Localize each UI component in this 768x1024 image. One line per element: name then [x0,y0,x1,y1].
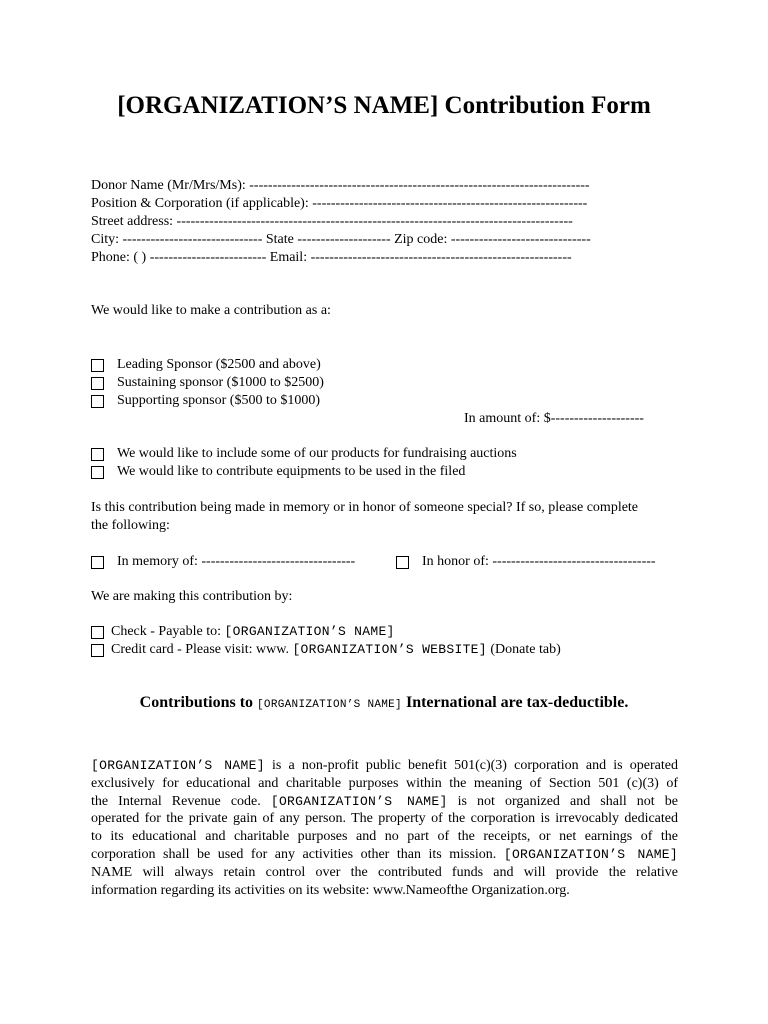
in-memory-label[interactable]: In memory of: --------------------------------- [117,554,356,569]
tax-org-name: [ORGANIZATION’S NAME] [257,699,402,711]
sponsor-option-supporting[interactable] [91,392,320,410]
payment-option-credit-card[interactable] [91,641,561,659]
tax-prefix: Contributions to [139,694,258,711]
checkbox-check[interactable] [91,626,104,639]
org-name: [ORGANIZATION’S NAME] [503,846,678,862]
checkbox-in-memory[interactable] [91,556,104,569]
contribution-intro: We would like to make a contribution as a: [91,303,331,318]
check-prefix: Check - Payable to: [111,624,225,639]
tax-deductible-heading [0,694,768,712]
position-corporation-field[interactable]: Position & Corporation (if applicable): ----------------------------------------------------------- [91,196,588,211]
credit-suffix: (Donate tab) [486,642,561,657]
sponsor-label: Leading Sponsor ($2500 and above) [117,357,321,372]
inkind-label: We would like to include some of our products for fundraising auctions [117,446,517,461]
paragraph-line [91,846,678,864]
paragraph-text: the Internal Revenue code. [91,793,271,809]
payment-intro: We are making this contribution by: [91,589,293,604]
paragraph-line [91,757,678,775]
org-name: [ORGANIZATION’S NAME] [270,793,448,809]
phone-email-field[interactable]: Phone: ( ) ------------------------- Email: -------------------------------------------------------- [91,250,572,265]
credit-org-website: [ORGANIZATION’S WEBSITE] [292,642,487,657]
checkbox-leading-sponsor[interactable] [91,359,104,372]
sponsor-label: Sustaining sponsor ($1000 to $2500) [117,375,324,390]
checkbox-credit-card[interactable] [91,644,104,657]
checkbox-equipment[interactable] [91,466,104,479]
paragraph-text: is not organized and shall not be [447,793,678,809]
credit-card-label [111,641,561,659]
tax-suffix: International are tax-deductible. [401,694,629,711]
inkind-label: We would like to contribute equipments to be used in the filed [117,464,466,479]
memory-question-line-2: the following: [91,518,170,533]
donor-name-field[interactable]: Donor Name (Mr/Mrs/Ms): ------------------------------------------------------------------------- [91,178,590,193]
sponsor-option-leading[interactable] [91,356,321,374]
checkbox-sustaining-sponsor[interactable] [91,377,104,390]
memory-question-line-1: Is this contribution being made in memory or in honor of someone special? If so, please complete [91,500,639,515]
paragraph-text: is a non-profit public benefit 501(c)(3) corporation and is operated [264,758,678,773]
sponsor-option-sustaining[interactable] [91,374,324,392]
inkind-option-products[interactable] [91,445,517,463]
sponsor-label: Supporting sponsor ($500 to $1000) [117,393,320,408]
legal-paragraph [91,757,678,899]
inkind-option-equipment[interactable] [91,463,465,481]
paragraph-text: corporation shall be used for any activities other than its mission. [91,846,504,862]
checkbox-in-honor[interactable] [396,556,409,569]
paragraph-line: to its educational and charitable purposes and no part of the receipts, or net earnings of the [91,829,678,845]
checkbox-products[interactable] [91,448,104,461]
paragraph-line: information regarding its activities on its website: www.Nameofthe Organization.org. [91,882,570,898]
city-state-zip-field[interactable]: City: ------------------------------ State -------------------- Zip code: ------------------------------ [91,232,591,247]
credit-prefix: Credit card - Please visit: www. [111,642,293,657]
paragraph-line: operated for the private gain of any person. The property of the corporation is irrevocably dedicated [91,811,678,827]
in-honor-option[interactable] [396,553,656,571]
page-title: [ORGANIZATION’S NAME] Contribution Form [117,92,651,119]
amount-field[interactable]: In amount of: $-------------------- [464,411,644,426]
checkbox-supporting-sponsor[interactable] [91,395,104,408]
paragraph-line: exclusively for educational and charitable purposes within the meaning of Section 501 (c)(3) of [91,775,678,791]
paragraph-line [91,793,678,811]
in-honor-label[interactable]: In honor of: ----------------------------------- [422,554,656,569]
check-org-name: [ORGANIZATION’S NAME] [224,624,395,639]
in-memory-option[interactable] [91,553,355,571]
org-name: [ORGANIZATION’S NAME] [91,758,265,773]
payment-option-check[interactable] [91,623,395,641]
street-address-field[interactable]: Street address: ------------------------------------------------------------------------------------- [91,214,573,229]
paragraph-line: NAME will always retain control over the contributed funds and will provide the relative [91,864,678,880]
check-label [111,623,395,641]
